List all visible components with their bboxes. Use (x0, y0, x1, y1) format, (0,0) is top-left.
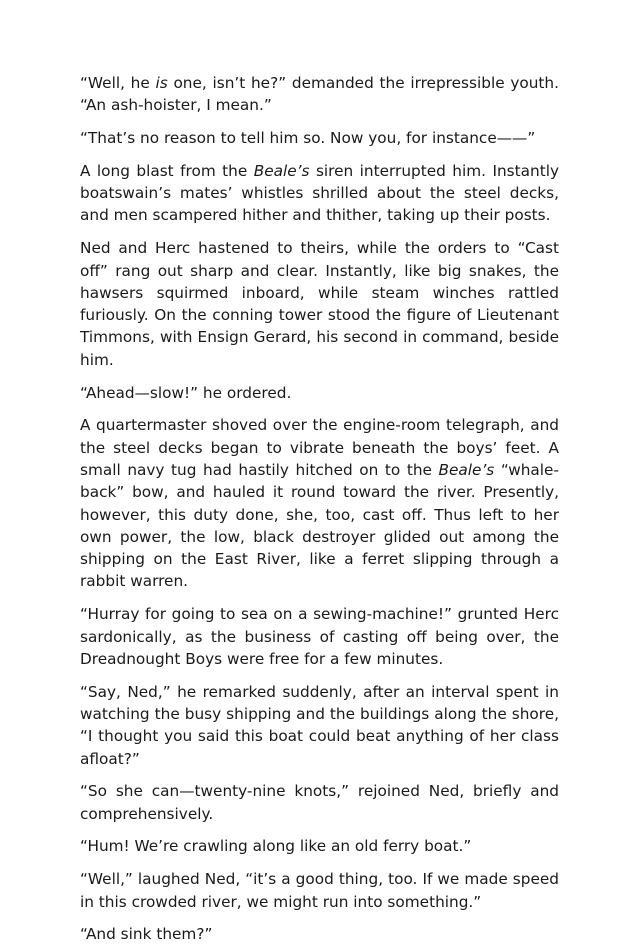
paragraph-12 (80, 923, 559, 945)
text-run: “whale-back” bow, and hauled it round toward the river. Presently, however, this duty done, she, too, cast off. Thus left to her own power, the low, black destroyer glided out among the shipping on the East River, like a ferret slipping through a rabbit warren. (80, 460, 559, 591)
paragraph-8 (80, 681, 559, 770)
document-page (80, 72, 559, 946)
paragraph-9 (80, 780, 559, 825)
text-run: one, isn’t he?” demanded the irrepressible youth. “An ash-hoister, I mean.” (80, 74, 559, 115)
text-run: “Well, he (80, 74, 156, 92)
paragraph-7 (80, 603, 559, 670)
italic-text: is (155, 74, 168, 92)
text-run: “Ahead—slow!” he ordered. (80, 383, 292, 402)
italic-text: Beale’s (253, 161, 310, 180)
paragraph-5 (80, 382, 559, 404)
text-run: Ned and Herc hastened to theirs, while the orders to “Cast off” rang out sharp and clear. Instantly, like big snakes, the hawsers squirmed inboard, while steam winches rattled furiously. On the conning tower stood the figure of Lieutenant Timmons, with Ensign Gerard, his second in command, beside him. (80, 239, 559, 369)
text-run: A quartermaster shoved over the engine-room telegraph, and the steel decks began to vibrate beneath the boys’ feet. A small navy tug had hastily hitched on to the (80, 416, 559, 479)
italic-text: Beale’s (438, 460, 495, 479)
text-run: “Well,” laughed Ned, “it’s a good thing, too. If we made speed in this crowded river, we might run into something.” (80, 870, 559, 911)
paragraph-10 (80, 835, 559, 857)
paragraph-2 (80, 127, 559, 149)
text-run: “That’s no reason to tell him so. Now you, for instance——” (80, 129, 536, 148)
text-run: “So she can—twenty-nine knots,” rejoined Ned, briefly and comprehensively. (80, 782, 559, 823)
paragraph-6 (80, 414, 559, 592)
text-run: A long blast from the (80, 161, 254, 180)
paragraph-4 (80, 237, 559, 371)
paragraph-1 (80, 72, 559, 117)
text-run: “Hum! We’re crawling along like an old ferry boat.” (80, 837, 472, 856)
paragraph-11 (80, 868, 559, 913)
text-run: “Hurray for going to sea on a sewing-machine!” grunted Herc sardonically, as the business of casting off being over, the Dreadnought Boys were free for a few minutes. (80, 605, 559, 668)
text-run: siren interrupted him. Instantly boatswain’s mates’ whistles shrilled about the steel decks, and men scampered hither and thither, taking up their posts. (80, 161, 559, 225)
text-run: “Say, Ned,” he remarked suddenly, after an interval spent in watching the busy shipping and the buildings along the shore, “I thought you said this boat could beat anything of her class afloat?” (80, 682, 559, 768)
paragraph-3 (80, 160, 559, 227)
text-run: “And sink them?” (80, 925, 213, 944)
